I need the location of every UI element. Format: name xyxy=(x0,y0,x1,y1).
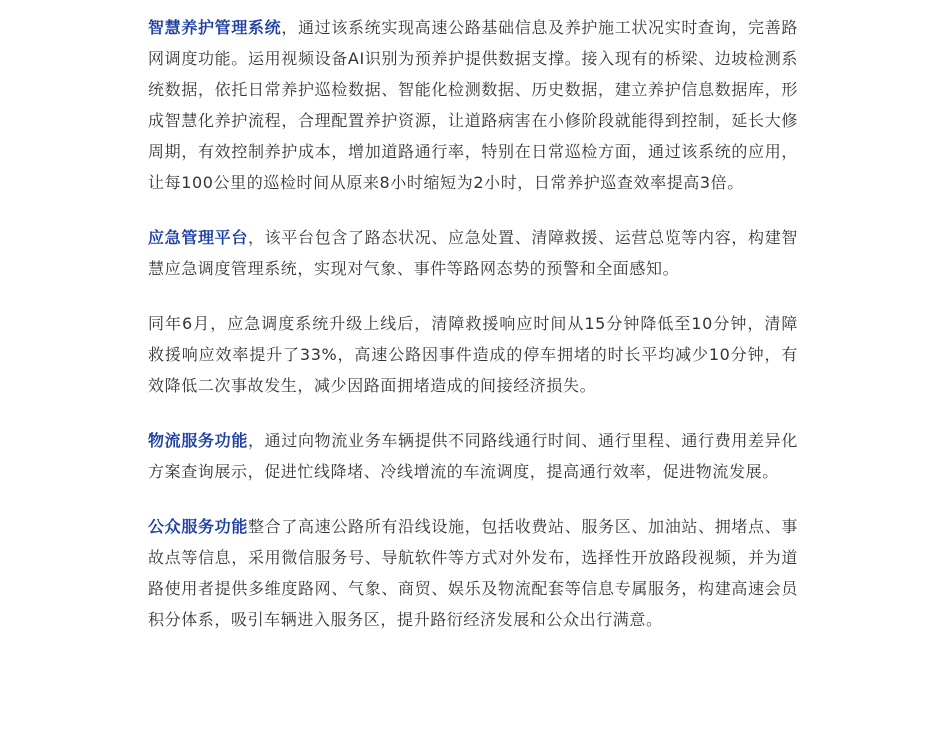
body-june-upgrade: 同年6月，应急调度系统升级上线后，清障救援响应时间从15分钟降低至10分钟，清障救援响应效率提升了33%，高速公路因事件造成的停车拥堵的时长平均减少10分钟，有效降低二次事故发生，减少因路面拥堵造成的间接经济损失。 xyxy=(148,314,798,395)
heading-smart-maintenance: 智慧养护管理系统 xyxy=(148,18,282,37)
paragraph-logistics-service xyxy=(148,425,798,487)
body-smart-maintenance: ，通过该系统实现高速公路基础信息及养护施工状况实时查询，完善路网调度功能。运用视频设备AI识别为预养护提供数据支撑。接入现有的桥梁、边坡检测系统数据，依托日常养护巡检数据、智能化检测数据、历史数据，建立养护信息数据库，形成智慧化养护流程，合理配置养护资源，让道路病害在小修阶段就能得到控制，延长大修周期，有效控制养护成本，增加道路通行率，特别在日常巡检方面，通过该系统的应用，让每100公里的巡检时间从原来8小时缩短为2小时，日常养护巡查效率提高3倍。 xyxy=(148,18,798,192)
paragraph-june-upgrade xyxy=(148,308,798,401)
body-emergency-platform: ，该平台包含了路态状况、应急处置、清障救援、运营总览等内容，构建智慧应急调度管理系统，实现对气象、事件等路网态势的预警和全面感知。 xyxy=(148,228,798,278)
paragraph-smart-maintenance xyxy=(148,12,798,198)
heading-emergency-platform: 应急管理平台 xyxy=(148,228,249,247)
body-public-service: 整合了高速公路所有沿线设施，包括收费站、服务区、加油站、拥堵点、事故点等信息，采用微信服务号、导航软件等方式对外发布，选择性开放路段视频，并为道路使用者提供多维度路网、气象、商贸、娱乐及物流配套等信息专属服务，构建高速会员积分体系，吸引车辆进入服务区，提升路衍经济发展和公众出行满意。 xyxy=(148,517,798,629)
heading-logistics-service: 物流服务功能 xyxy=(148,431,249,450)
paragraph-emergency-platform xyxy=(148,222,798,284)
article-body xyxy=(148,12,798,635)
body-logistics-service: ，通过向物流业务车辆提供不同路线通行时间、通行里程、通行费用差异化方案查询展示，促进忙线降堵、冷线增流的车流调度，提高通行效率，促进物流发展。 xyxy=(148,431,798,481)
heading-public-service: 公众服务功能 xyxy=(148,517,249,536)
paragraph-public-service xyxy=(148,511,798,635)
